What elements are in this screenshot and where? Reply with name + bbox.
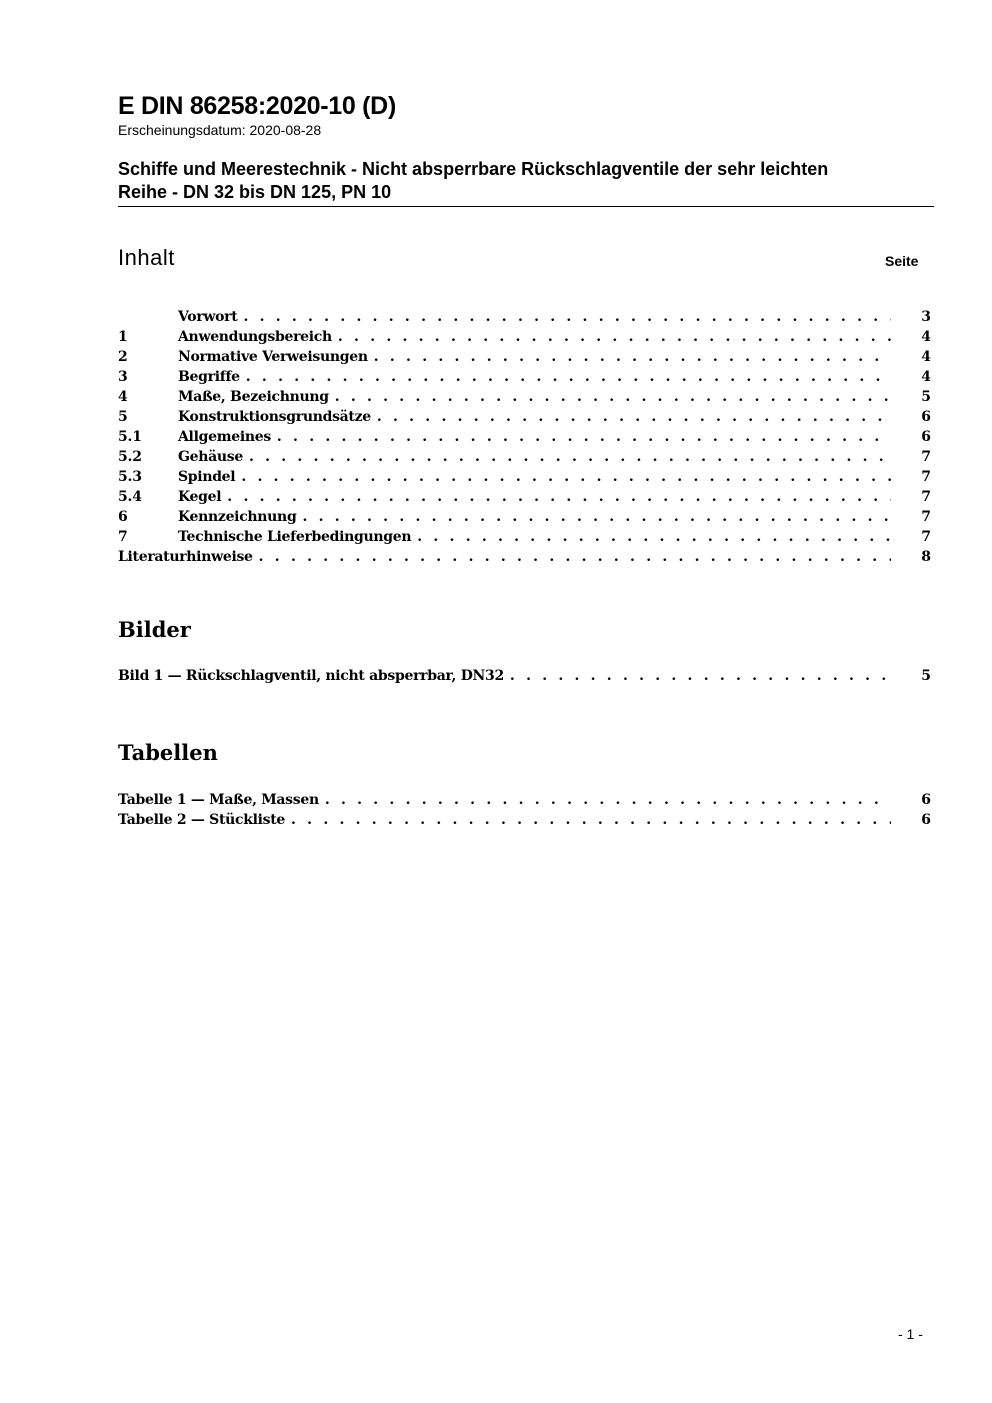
toc-entry-number: 5.3	[118, 469, 142, 485]
toc-entry-page: 8	[921, 549, 931, 565]
document-title-line-2: Reihe - DN 32 bis DN 125, PN 10	[118, 182, 392, 202]
toc-entry-allgemeines[interactable]	[118, 427, 931, 447]
toc-entry-title: Allgemeines	[178, 429, 271, 445]
toc-entry-number: 5.4	[118, 489, 142, 505]
toc-entry-page: 6	[921, 409, 931, 425]
dot-leader	[325, 790, 891, 810]
dot-leader	[338, 327, 891, 347]
toc-entry-title: Begriffe	[178, 369, 240, 385]
publication-date: Erscheinungsdatum: 2020-08-28	[118, 122, 322, 138]
toc-entry-title: Vorwort	[178, 309, 238, 325]
dot-leader	[335, 387, 891, 407]
toc-entry-begriffe[interactable]	[118, 367, 931, 387]
toc-entry-anwendungsbereich[interactable]	[118, 327, 931, 347]
document-title	[118, 158, 934, 207]
toc-entry-page: 4	[921, 369, 931, 385]
toc-entry-page: 6	[921, 429, 931, 445]
page-number: - 1 -	[898, 1326, 923, 1342]
figures-list	[118, 666, 931, 686]
toc-entry-technische-lieferbedingungen[interactable]	[118, 527, 931, 547]
toc-entry-title: Literaturhinweise	[118, 549, 253, 565]
page-column-label: Seite	[885, 253, 919, 269]
toc-entry-title: Technische Lieferbedingungen	[178, 529, 412, 545]
dot-leader	[291, 810, 891, 830]
tables-heading: Tabellen	[118, 740, 218, 765]
toc-entry-title: Spindel	[178, 469, 236, 485]
figure-entry-bild-1[interactable]	[118, 666, 931, 686]
table-entry-title: Tabelle 1 — Maße, Massen	[118, 792, 319, 808]
table-entry-tabelle-1[interactable]	[118, 790, 931, 810]
toc-entry-gehaeuse[interactable]	[118, 447, 931, 467]
table-entry-page: 6	[921, 812, 931, 828]
table-entry-title: Tabelle 2 — Stückliste	[118, 812, 286, 828]
toc-entry-title: Kegel	[178, 489, 222, 505]
toc-entry-kegel[interactable]	[118, 487, 931, 507]
toc-entry-title: Konstruktionsgrundsätze	[178, 409, 371, 425]
toc-entry-number: 2	[118, 349, 128, 365]
toc-entry-vorwort[interactable]	[118, 307, 931, 327]
toc-entry-spindel[interactable]	[118, 467, 931, 487]
toc-entry-page: 4	[921, 329, 931, 345]
toc-entry-page: 7	[921, 469, 931, 485]
toc-entry-page: 3	[921, 309, 931, 325]
dot-leader	[243, 307, 891, 327]
dot-leader	[241, 467, 891, 487]
toc-entry-page: 7	[921, 509, 931, 525]
toc-entry-masse-bezeichnung[interactable]	[118, 387, 931, 407]
dot-leader	[510, 666, 891, 686]
toc-entry-title: Maße, Bezeichnung	[178, 389, 329, 405]
toc-entry-page: 4	[921, 349, 931, 365]
toc-entry-page: 5	[921, 389, 931, 405]
figures-heading: Bilder	[118, 617, 191, 642]
toc-entry-number: 5	[118, 409, 128, 425]
dot-leader	[374, 347, 891, 367]
toc-entry-kennzeichnung[interactable]	[118, 507, 931, 527]
toc-entry-title: Normative Verweisungen	[178, 349, 368, 365]
tables-list	[118, 790, 931, 830]
toc-entry-page: 7	[921, 449, 931, 465]
dot-leader	[259, 547, 891, 567]
toc-entry-number: 7	[118, 529, 128, 545]
toc-entry-konstruktionsgrundsaetze[interactable]	[118, 407, 931, 427]
document-title-line-1: Schiffe und Meerestechnik - Nicht absperrbare Rückschlagventile der sehr leichten	[118, 159, 829, 179]
dot-leader	[377, 407, 891, 427]
toc-entry-number: 4	[118, 389, 128, 405]
toc-entry-title: Gehäuse	[178, 449, 243, 465]
toc-entry-number: 6	[118, 509, 128, 525]
dot-leader	[417, 527, 891, 547]
dot-leader	[302, 507, 891, 527]
toc-entry-page: 7	[921, 489, 931, 505]
toc-entry-number: 5.2	[118, 449, 142, 465]
table-entry-page: 6	[921, 792, 931, 808]
dot-leader	[277, 427, 891, 447]
toc-entry-title: Anwendungsbereich	[178, 329, 332, 345]
document-id: E DIN 86258:2020-10 (D)	[118, 92, 396, 120]
toc-entry-number: 3	[118, 369, 128, 385]
toc-entry-number: 1	[118, 329, 128, 345]
figure-entry-title: Bild 1 — Rückschlagventil, nicht absperrbar, DN32	[118, 668, 504, 684]
toc-entry-number: 5.1	[118, 429, 142, 445]
toc-entry-page: 7	[921, 529, 931, 545]
toc-entry-title: Kennzeichnung	[178, 509, 297, 525]
dot-leader	[246, 367, 891, 387]
toc-entry-literaturhinweise[interactable]	[118, 547, 931, 567]
dot-leader	[249, 447, 891, 467]
toc-heading: Inhalt	[118, 245, 175, 270]
toc-entry-normative-verweisungen[interactable]	[118, 347, 931, 367]
toc-list	[118, 307, 931, 567]
figure-entry-page: 5	[921, 668, 931, 684]
dot-leader	[227, 487, 891, 507]
table-entry-tabelle-2[interactable]	[118, 810, 931, 830]
